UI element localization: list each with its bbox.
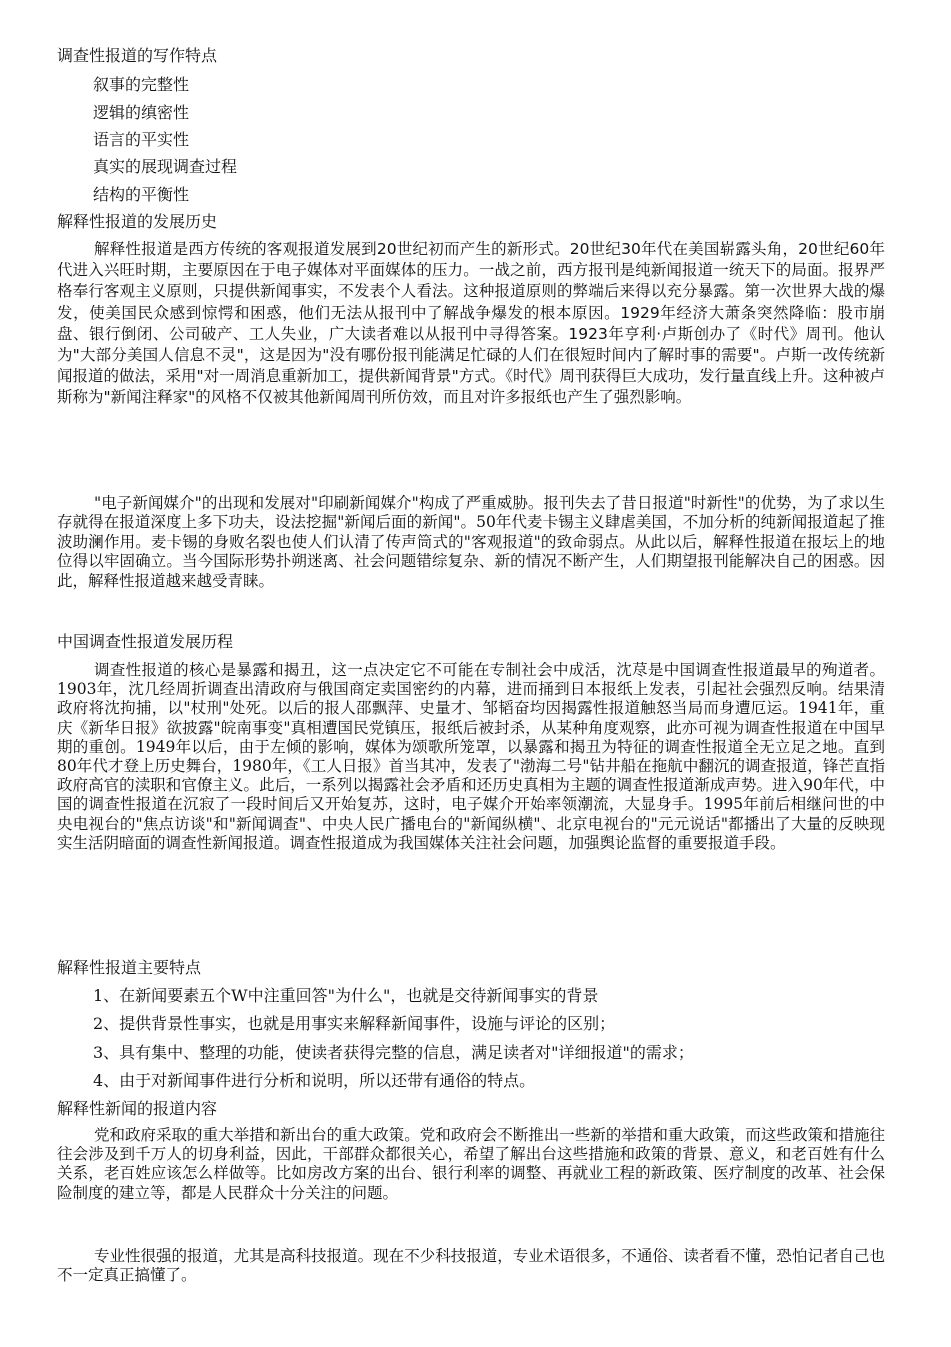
section-heading: 解释性报道的发展历史 (57, 212, 218, 231)
list-item: 语言的平实性 (93, 130, 190, 149)
list-item: 叙事的完整性 (93, 75, 190, 94)
list-item: 3、具有集中、整理的功能，使读者获得完整的信息，满足读者对"详细报道"的需求； (93, 1043, 694, 1062)
body-paragraph: "电子新闻媒介"的出现和发展对"印刷新闻媒介"构成了严重威胁。报刊失去了昔日报道"时新性"的优势，为了求以生存就得在报道深度上多下功夫，设法挖掘"新闻后面的新闻"。50年代麦卡锡主义肆虐美国，不加分析的纯新闻报道起了推波助澜作用。麦卡锡的身败名裂也使人们认清了传声筒式的"客观报道"的致命弱点。从此以后，解释性报道在报坛上的地位得以牢固确立。当今国际形势扑朔迷离、社会问题错综复杂、新的情况不断产生，人们期望报刊能解决自己的困惑。因此，解释性报道越来越受青睐。 (57, 494, 885, 590)
body-paragraph: 调查性报道的核心是暴露和揭丑，这一点决定它不可能在专制社会中成活，沈荩是中国调查性报道最早的殉道者。1903年，沈几经周折调查出清政府与俄国商定卖国密约的内幕，进而捅到日本报纸上发表，引起社会强烈反响。结果清政府将沈拘捕，以"杖刑"处死。以后的报人邵飘萍、史量才、邹韬奋均因揭露性报道触怒当局而身遭厄运。1941年，重庆《新华日报》欲披露"皖南事变"真相遭国民党镇压，报纸后被封杀，从某种角度观察，此亦可视为调查性报道在中国早期的重创。1949年以后，由于左倾的影响，媒体为颂歌所笼罩，以暴露和揭丑为特征的调查性报道全无立足之地。直到80年代才登上历史舞台，1980年，《工人日报》首当其冲，发表了"渤海二号"钻井船在拖航中翻沉的调查报道，锋芒直指政府高官的渎职和官僚主义。此后，一系列以揭露社会矛盾和还历史真相为主题的调查性报道渐成声势。进入90年代，中国的调查性报道在沉寂了一段时间后又开始复苏，这时，电子媒介开始率领潮流，大显身手。1995年前后相继问世的中央电视台的"焦点访谈"和"新闻调查"、中央人民广播电台的"新闻纵横"、北京电视台的"元元说话"都播出了大量的反映现实生活阴暗面的调查性新闻报道。调查性报道成为我国媒体关注社会问题，加强舆论监督的重要报道手段。 (57, 661, 885, 852)
body-paragraph: 党和政府采取的重大举措和新出台的重大政策。党和政府会不断推出一些新的举措和重大政策，而这些政策和措施往往会涉及到千万人的切身利益，因此，干部群众都很关心，希望了解出台这些措施和政策的背景、意义，和老百姓有什么关系，老百姓应该怎么样做等。比如房改方案的出台、银行利率的调整、再就业工程的新政策、医疗制度的改革、社会保险制度的建立等，都是人民群众十分关注的问题。 (57, 1126, 885, 1202)
section-heading: 调查性报道的写作特点 (57, 46, 218, 65)
body-paragraph: 解释性报道是西方传统的客观报道发展到20世纪初而产生的新形式。20世纪30年代在美国崭露头角，20世纪60年代进入兴旺时期，主要原因在于电子媒体对平面媒体的压力。一战之前，西方报刊是纯新闻报道一统天下的局面。报界严格奉行客观主义原则，只提供新闻事实，不发表个人看法。这种报道原则的弊端后来得以充分暴露。第一次世界大战的爆发，使美国民众感到惊愕和困惑，他们无法从报刊中了解战争爆发的根本原因。1929年经济大萧条突然降临：股市崩盘、银行倒闭、公司破产、工人失业，广大读者难以从报刊中寻得答案。1923年亨利·卢斯创办了《时代》周刊。他认为"大部分美国人信息不灵"，这是因为"没有哪份报刊能满足忙碌的人们在很短时间内了解时事的需要"。卢斯一改传统新闻报道的做法，采用"对一周消息重新加工，提供新闻背景"方式。《时代》周刊获得巨大成功，发行量直线上升。这种被卢斯称为"新闻注释家"的风格不仅被其他新闻周刊所仿效，而且对许多报纸也产生了强烈影响。 (57, 240, 886, 407)
section-heading: 解释性新闻的报道内容 (57, 1099, 218, 1118)
section-heading: 解释性报道主要特点 (57, 958, 202, 977)
section-heading: 中国调查性报道发展历程 (57, 632, 234, 651)
list-item: 4、由于对新闻事件进行分析和说明，所以还带有通俗的特点。 (93, 1071, 536, 1090)
list-item: 1、在新闻要素五个W中注重回答"为什么"，也就是交待新闻事实的背景 (93, 986, 599, 1005)
list-item: 2、提供背景性事实，也就是用事实来解释新闻事件，设施与评论的区别； (93, 1014, 616, 1033)
body-paragraph: 专业性很强的报道，尤其是高科技报道。现在不少科技报道，专业术语很多，不通俗、读者看不懂，恐怕记者自己也不一定真正搞懂了。 (57, 1247, 885, 1285)
list-item: 结构的平衡性 (93, 185, 190, 204)
list-item: 真实的展现调查过程 (93, 157, 238, 176)
list-item: 逻辑的缜密性 (93, 103, 190, 122)
